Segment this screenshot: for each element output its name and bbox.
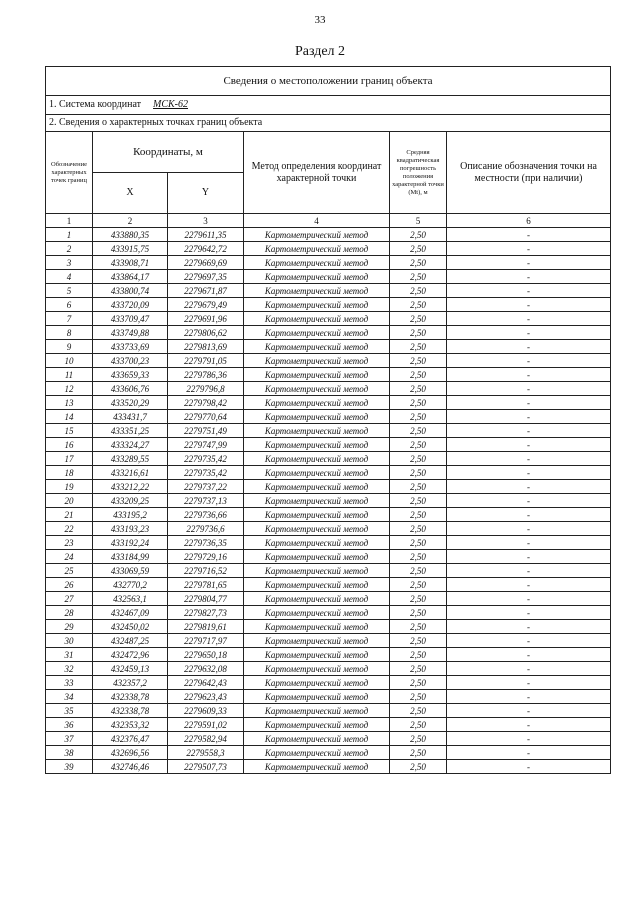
y-coordinate-cell: 2279591,02 <box>168 718 244 732</box>
description-cell: - <box>447 340 611 354</box>
method-cell: Картометрический метод <box>244 620 390 634</box>
error-cell: 2,50 <box>390 564 447 578</box>
point-id-cell: 27 <box>46 592 93 606</box>
error-cell: 2,50 <box>390 256 447 270</box>
method-cell: Картометрический метод <box>244 312 390 326</box>
x-coordinate-cell: 433700,23 <box>93 354 168 368</box>
x-coordinate-cell: 433720,09 <box>93 298 168 312</box>
header-description: Описание обозначения точки на местности (при наличии) <box>447 132 611 214</box>
y-coordinate-cell: 2279697,35 <box>168 270 244 284</box>
description-cell: - <box>447 522 611 536</box>
x-coordinate-cell: 432338,78 <box>93 704 168 718</box>
y-coordinate-cell: 2279770,64 <box>168 410 244 424</box>
y-coordinate-cell: 2279798,42 <box>168 396 244 410</box>
error-cell: 2,50 <box>390 396 447 410</box>
method-cell: Картометрический метод <box>244 634 390 648</box>
method-cell: Картометрический метод <box>244 578 390 592</box>
error-cell: 2,50 <box>390 410 447 424</box>
table-row <box>46 746 611 760</box>
y-coordinate-cell: 2279735,42 <box>168 466 244 480</box>
method-cell: Картометрический метод <box>244 690 390 704</box>
description-cell: - <box>447 578 611 592</box>
error-cell: 2,50 <box>390 242 447 256</box>
method-cell: Картометрический метод <box>244 340 390 354</box>
point-id-cell: 19 <box>46 480 93 494</box>
x-coordinate-cell: 433069,59 <box>93 564 168 578</box>
point-id-cell: 4 <box>46 270 93 284</box>
x-coordinate-cell: 433709,47 <box>93 312 168 326</box>
y-coordinate-cell: 2279736,66 <box>168 508 244 522</box>
error-cell: 2,50 <box>390 452 447 466</box>
method-cell: Картометрический метод <box>244 396 390 410</box>
description-cell: - <box>447 480 611 494</box>
x-coordinate-cell: 433209,25 <box>93 494 168 508</box>
description-cell: - <box>447 270 611 284</box>
y-coordinate-cell: 2279558,3 <box>168 746 244 760</box>
point-id-cell: 2 <box>46 242 93 256</box>
error-cell: 2,50 <box>390 704 447 718</box>
description-cell: - <box>447 592 611 606</box>
header-method: Метод определения координат характерной точки <box>244 132 390 214</box>
x-coordinate-cell: 433193,23 <box>93 522 168 536</box>
table-row <box>46 676 611 690</box>
method-cell: Картометрический метод <box>244 508 390 522</box>
description-cell: - <box>447 620 611 634</box>
table-row <box>46 760 611 774</box>
point-id-cell: 24 <box>46 550 93 564</box>
error-cell: 2,50 <box>390 690 447 704</box>
error-cell: 2,50 <box>390 312 447 326</box>
table-row <box>46 326 611 340</box>
point-id-cell: 39 <box>46 760 93 774</box>
point-id-cell: 16 <box>46 438 93 452</box>
table-row <box>46 522 611 536</box>
y-coordinate-cell: 2279736,35 <box>168 536 244 550</box>
description-cell: - <box>447 690 611 704</box>
y-coordinate-cell: 2279623,43 <box>168 690 244 704</box>
error-cell: 2,50 <box>390 592 447 606</box>
description-cell: - <box>447 676 611 690</box>
table-row <box>46 382 611 396</box>
description-cell: - <box>447 410 611 424</box>
description-cell: - <box>447 746 611 760</box>
point-id-cell: 34 <box>46 690 93 704</box>
x-coordinate-cell: 433520,29 <box>93 396 168 410</box>
table-row <box>46 368 611 382</box>
point-id-cell: 18 <box>46 466 93 480</box>
error-cell: 2,50 <box>390 480 447 494</box>
y-coordinate-cell: 2279507,73 <box>168 760 244 774</box>
point-id-cell: 29 <box>46 620 93 634</box>
y-coordinate-cell: 2279717,97 <box>168 634 244 648</box>
point-id-cell: 8 <box>46 326 93 340</box>
table-row <box>46 256 611 270</box>
method-cell: Картометрический метод <box>244 438 390 452</box>
point-id-cell: 15 <box>46 424 93 438</box>
y-coordinate-cell: 2279781,65 <box>168 578 244 592</box>
method-cell: Картометрический метод <box>244 718 390 732</box>
y-coordinate-cell: 2279806,62 <box>168 326 244 340</box>
column-number: 5 <box>390 214 447 228</box>
method-cell: Картометрический метод <box>244 564 390 578</box>
column-number: 1 <box>46 214 93 228</box>
coordinate-system-value: МСК-62 <box>153 99 189 110</box>
table-row <box>46 424 611 438</box>
method-cell: Картометрический метод <box>244 746 390 760</box>
table-row <box>46 578 611 592</box>
error-cell: 2,50 <box>390 536 447 550</box>
table-row <box>46 536 611 550</box>
error-cell: 2,50 <box>390 648 447 662</box>
y-coordinate-cell: 2279611,35 <box>168 228 244 242</box>
method-cell: Картометрический метод <box>244 284 390 298</box>
description-cell: - <box>447 466 611 480</box>
x-coordinate-cell: 433800,74 <box>93 284 168 298</box>
error-cell: 2,50 <box>390 494 447 508</box>
y-coordinate-cell: 2279751,49 <box>168 424 244 438</box>
table-row <box>46 704 611 718</box>
point-id-cell: 3 <box>46 256 93 270</box>
column-number: 4 <box>244 214 390 228</box>
y-coordinate-cell: 2279819,61 <box>168 620 244 634</box>
method-cell: Картометрический метод <box>244 242 390 256</box>
error-cell: 2,50 <box>390 228 447 242</box>
x-coordinate-cell: 433908,71 <box>93 256 168 270</box>
point-id-cell: 33 <box>46 676 93 690</box>
y-coordinate-cell: 2279786,36 <box>168 368 244 382</box>
x-coordinate-cell: 432467,09 <box>93 606 168 620</box>
error-cell: 2,50 <box>390 746 447 760</box>
description-cell: - <box>447 312 611 326</box>
header-y: Y <box>168 173 244 214</box>
y-coordinate-cell: 2279669,69 <box>168 256 244 270</box>
point-id-cell: 13 <box>46 396 93 410</box>
x-coordinate-cell: 432357,2 <box>93 676 168 690</box>
method-cell: Картометрический метод <box>244 592 390 606</box>
y-coordinate-cell: 2279582,94 <box>168 732 244 746</box>
table-row <box>46 340 611 354</box>
table-row <box>46 718 611 732</box>
description-cell: - <box>447 242 611 256</box>
description-cell: - <box>447 326 611 340</box>
x-coordinate-cell: 432696,56 <box>93 746 168 760</box>
point-id-cell: 6 <box>46 298 93 312</box>
column-number: 6 <box>447 214 611 228</box>
x-coordinate-cell: 433289,55 <box>93 452 168 466</box>
y-coordinate-cell: 2279813,69 <box>168 340 244 354</box>
method-cell: Картометрический метод <box>244 480 390 494</box>
error-cell: 2,50 <box>390 298 447 312</box>
description-cell: - <box>447 732 611 746</box>
x-coordinate-cell: 432353,32 <box>93 718 168 732</box>
y-coordinate-cell: 2279735,42 <box>168 452 244 466</box>
description-cell: - <box>447 662 611 676</box>
description-cell: - <box>447 438 611 452</box>
y-coordinate-cell: 2279642,43 <box>168 676 244 690</box>
table-row <box>46 550 611 564</box>
table-row <box>46 606 611 620</box>
description-cell: - <box>447 494 611 508</box>
table-row <box>46 662 611 676</box>
method-cell: Картометрический метод <box>244 270 390 284</box>
description-cell: - <box>447 228 611 242</box>
x-coordinate-cell: 433351,25 <box>93 424 168 438</box>
method-cell: Картометрический метод <box>244 662 390 676</box>
method-cell: Картометрический метод <box>244 606 390 620</box>
point-id-cell: 26 <box>46 578 93 592</box>
y-coordinate-cell: 2279642,72 <box>168 242 244 256</box>
point-id-cell: 9 <box>46 340 93 354</box>
description-cell: - <box>447 508 611 522</box>
point-id-cell: 23 <box>46 536 93 550</box>
point-id-cell: 38 <box>46 746 93 760</box>
description-cell: - <box>447 368 611 382</box>
y-coordinate-cell: 2279804,77 <box>168 592 244 606</box>
points-caption: 2. Сведения о характерных точках границ объекта <box>46 115 611 132</box>
y-coordinate-cell: 2279679,49 <box>168 298 244 312</box>
table-row <box>46 690 611 704</box>
table-row <box>46 564 611 578</box>
column-number: 2 <box>93 214 168 228</box>
error-cell: 2,50 <box>390 620 447 634</box>
x-coordinate-cell: 432487,25 <box>93 634 168 648</box>
error-cell: 2,50 <box>390 270 447 284</box>
x-coordinate-cell: 433880,35 <box>93 228 168 242</box>
point-id-cell: 32 <box>46 662 93 676</box>
table-row <box>46 270 611 284</box>
header-x: X <box>93 173 168 214</box>
table-row <box>46 396 611 410</box>
y-coordinate-cell: 2279729,16 <box>168 550 244 564</box>
method-cell: Картометрический метод <box>244 424 390 438</box>
description-cell: - <box>447 298 611 312</box>
x-coordinate-cell: 433733,69 <box>93 340 168 354</box>
method-cell: Картометрический метод <box>244 732 390 746</box>
point-id-cell: 5 <box>46 284 93 298</box>
x-coordinate-cell: 433216,61 <box>93 466 168 480</box>
y-coordinate-cell: 2279716,52 <box>168 564 244 578</box>
error-cell: 2,50 <box>390 662 447 676</box>
point-id-cell: 20 <box>46 494 93 508</box>
section-title: Раздел 2 <box>294 44 346 59</box>
point-id-cell: 17 <box>46 452 93 466</box>
error-cell: 2,50 <box>390 732 447 746</box>
table-title: Сведения о местоположении границ объекта <box>46 67 611 96</box>
point-id-cell: 30 <box>46 634 93 648</box>
y-coordinate-cell: 2279737,13 <box>168 494 244 508</box>
x-coordinate-cell: 433915,75 <box>93 242 168 256</box>
error-cell: 2,50 <box>390 340 447 354</box>
description-cell: - <box>447 424 611 438</box>
x-coordinate-cell: 433606,76 <box>93 382 168 396</box>
y-coordinate-cell: 2279791,05 <box>168 354 244 368</box>
x-coordinate-cell: 433195,2 <box>93 508 168 522</box>
header-error: Средняя квадратическая погрешность положения характерной точки (Mt), м <box>390 132 447 214</box>
point-id-cell: 11 <box>46 368 93 382</box>
error-cell: 2,50 <box>390 522 447 536</box>
description-cell: - <box>447 550 611 564</box>
x-coordinate-cell: 432563,1 <box>93 592 168 606</box>
x-coordinate-cell: 433212,22 <box>93 480 168 494</box>
y-coordinate-cell: 2279650,18 <box>168 648 244 662</box>
description-cell: - <box>447 536 611 550</box>
column-number: 3 <box>168 214 244 228</box>
table-row <box>46 592 611 606</box>
point-id-cell: 10 <box>46 354 93 368</box>
table-row <box>46 410 611 424</box>
table-row <box>46 634 611 648</box>
table-row <box>46 620 611 634</box>
coordinate-system-row <box>46 96 611 115</box>
point-id-cell: 12 <box>46 382 93 396</box>
x-coordinate-cell: 432459,13 <box>93 662 168 676</box>
description-cell: - <box>447 284 611 298</box>
table-row <box>46 480 611 494</box>
column-number-row <box>46 214 611 228</box>
y-coordinate-cell: 2279632,08 <box>168 662 244 676</box>
x-coordinate-cell: 433749,88 <box>93 326 168 340</box>
error-cell: 2,50 <box>390 326 447 340</box>
table-row <box>46 284 611 298</box>
y-coordinate-cell: 2279736,6 <box>168 522 244 536</box>
error-cell: 2,50 <box>390 606 447 620</box>
table-row <box>46 312 611 326</box>
table-row <box>46 242 611 256</box>
table-row <box>46 298 611 312</box>
error-cell: 2,50 <box>390 578 447 592</box>
method-cell: Картометрический метод <box>244 298 390 312</box>
table-row <box>46 732 611 746</box>
table-row <box>46 354 611 368</box>
point-id-cell: 31 <box>46 648 93 662</box>
x-coordinate-cell: 433324,27 <box>93 438 168 452</box>
error-cell: 2,50 <box>390 550 447 564</box>
table-row <box>46 228 611 242</box>
description-cell: - <box>447 648 611 662</box>
method-cell: Картометрический метод <box>244 354 390 368</box>
error-cell: 2,50 <box>390 718 447 732</box>
point-id-cell: 35 <box>46 704 93 718</box>
error-cell: 2,50 <box>390 368 447 382</box>
point-id-cell: 21 <box>46 508 93 522</box>
table-row <box>46 648 611 662</box>
description-cell: - <box>447 704 611 718</box>
description-cell: - <box>447 564 611 578</box>
description-cell: - <box>447 396 611 410</box>
method-cell: Картометрический метод <box>244 676 390 690</box>
error-cell: 2,50 <box>390 634 447 648</box>
x-coordinate-cell: 432376,47 <box>93 732 168 746</box>
x-coordinate-cell: 432338,78 <box>93 690 168 704</box>
point-id-cell: 28 <box>46 606 93 620</box>
point-id-cell: 14 <box>46 410 93 424</box>
description-cell: - <box>447 256 611 270</box>
method-cell: Картометрический метод <box>244 466 390 480</box>
method-cell: Картометрический метод <box>244 760 390 774</box>
description-cell: - <box>447 760 611 774</box>
method-cell: Картометрический метод <box>244 382 390 396</box>
y-coordinate-cell: 2279827,73 <box>168 606 244 620</box>
table-row <box>46 438 611 452</box>
error-cell: 2,50 <box>390 424 447 438</box>
x-coordinate-cell: 433659,33 <box>93 368 168 382</box>
description-cell: - <box>447 354 611 368</box>
method-cell: Картометрический метод <box>244 494 390 508</box>
method-cell: Картометрический метод <box>244 256 390 270</box>
y-coordinate-cell: 2279747,99 <box>168 438 244 452</box>
description-cell: - <box>447 718 611 732</box>
point-id-cell: 36 <box>46 718 93 732</box>
point-id-cell: 25 <box>46 564 93 578</box>
y-coordinate-cell: 2279671,87 <box>168 284 244 298</box>
point-id-cell: 37 <box>46 732 93 746</box>
x-coordinate-cell: 432450,02 <box>93 620 168 634</box>
x-coordinate-cell: 432770,2 <box>93 578 168 592</box>
point-id-cell: 7 <box>46 312 93 326</box>
description-cell: - <box>447 634 611 648</box>
point-id-cell: 22 <box>46 522 93 536</box>
x-coordinate-cell: 433864,17 <box>93 270 168 284</box>
point-id-cell: 1 <box>46 228 93 242</box>
y-coordinate-cell: 2279691,96 <box>168 312 244 326</box>
error-cell: 2,50 <box>390 284 447 298</box>
description-cell: - <box>447 452 611 466</box>
x-coordinate-cell: 433184,99 <box>93 550 168 564</box>
method-cell: Картометрический метод <box>244 452 390 466</box>
table-row <box>46 466 611 480</box>
method-cell: Картометрический метод <box>244 550 390 564</box>
method-cell: Картометрический метод <box>244 648 390 662</box>
method-cell: Картометрический метод <box>244 522 390 536</box>
table-row <box>46 452 611 466</box>
error-cell: 2,50 <box>390 382 447 396</box>
method-cell: Картометрический метод <box>244 704 390 718</box>
y-coordinate-cell: 2279796,8 <box>168 382 244 396</box>
boundary-points-table <box>45 66 611 774</box>
x-coordinate-cell: 433431,7 <box>93 410 168 424</box>
method-cell: Картометрический метод <box>244 536 390 550</box>
y-coordinate-cell: 2279609,33 <box>168 704 244 718</box>
error-cell: 2,50 <box>390 438 447 452</box>
method-cell: Картометрический метод <box>244 326 390 340</box>
x-coordinate-cell: 432472,96 <box>93 648 168 662</box>
x-coordinate-cell: 433192,24 <box>93 536 168 550</box>
x-coordinate-cell: 432746,46 <box>93 760 168 774</box>
description-cell: - <box>447 606 611 620</box>
header-coordinates: Координаты, м <box>93 132 244 173</box>
error-cell: 2,50 <box>390 508 447 522</box>
table-row <box>46 508 611 522</box>
description-cell: - <box>447 382 611 396</box>
method-cell: Картометрический метод <box>244 410 390 424</box>
page-number: 33 <box>314 14 326 26</box>
table-row <box>46 494 611 508</box>
error-cell: 2,50 <box>390 354 447 368</box>
error-cell: 2,50 <box>390 760 447 774</box>
error-cell: 2,50 <box>390 466 447 480</box>
y-coordinate-cell: 2279737,22 <box>168 480 244 494</box>
error-cell: 2,50 <box>390 676 447 690</box>
method-cell: Картометрический метод <box>244 368 390 382</box>
coordinate-system-label: 1. Система координат <box>49 99 142 110</box>
method-cell: Картометрический метод <box>244 228 390 242</box>
header-point-id: Обозначение характерных точек границ <box>46 132 93 214</box>
